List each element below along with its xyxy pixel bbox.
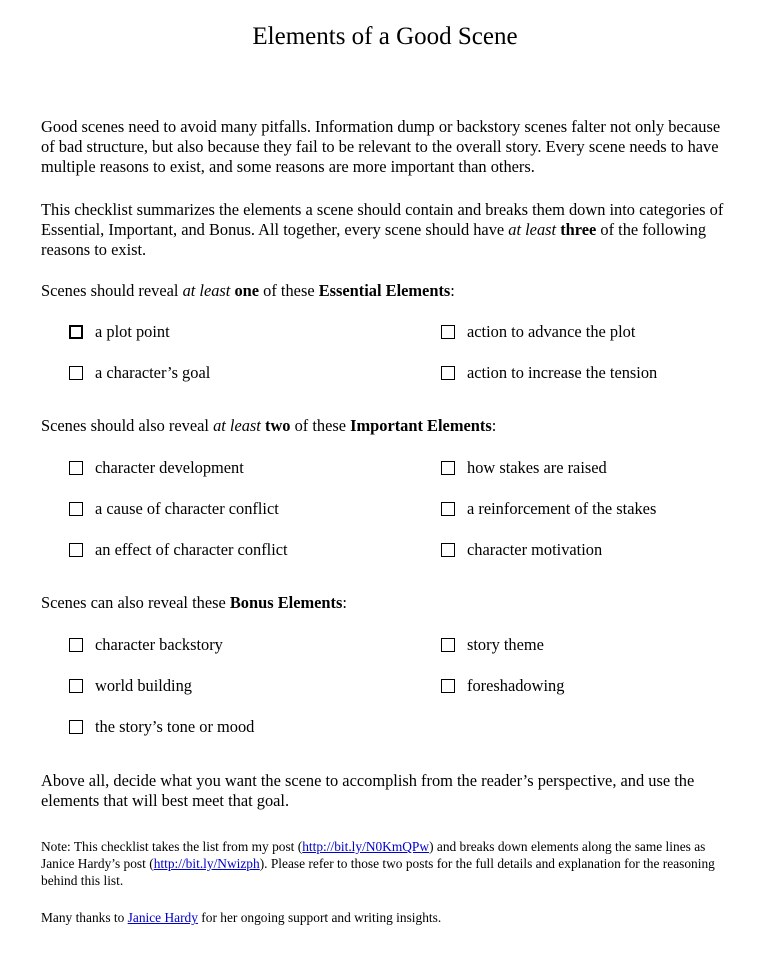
checkbox-icon[interactable] bbox=[69, 325, 83, 339]
essential-item-plot-point[interactable] bbox=[69, 322, 170, 342]
checklist-intro-count: three bbox=[560, 220, 597, 239]
janice-hardy-link[interactable]: Janice Hardy bbox=[127, 910, 198, 925]
important-heading bbox=[41, 416, 731, 436]
checkbox-label: an effect of character conflict bbox=[95, 540, 288, 559]
checkbox-label: a character’s goal bbox=[95, 363, 211, 382]
essential-heading-mid: of these bbox=[259, 281, 319, 300]
essential-item-character-goal[interactable] bbox=[69, 363, 210, 383]
bonus-heading-name: Bonus Elements bbox=[229, 593, 343, 612]
essential-heading-pre: Scenes should reveal bbox=[41, 281, 183, 300]
checkbox-icon[interactable] bbox=[69, 638, 83, 652]
bonus-item-foreshadowing[interactable] bbox=[441, 676, 564, 696]
essential-heading-emphasis: at least bbox=[182, 281, 231, 300]
intro-paragraph: Good scenes need to avoid many pitfalls. Information dump or backstory scenes falter not only because of bad structure, but also because they fail to be relevant to the overall story. Every scene needs to have multiple reasons to exist, and some reasons are more important than others. bbox=[41, 117, 721, 176]
closing-paragraph: Above all, decide what you want the scene to accomplish from the reader’s perspective, and use the elements that will best meet that goal. bbox=[41, 771, 695, 810]
checkbox-label: action to increase the tension bbox=[467, 363, 658, 382]
bonus-item-story-theme[interactable] bbox=[441, 635, 544, 655]
important-heading-mid: of these bbox=[290, 416, 351, 435]
checkbox-label: character development bbox=[95, 458, 244, 477]
thanks-text-pre: Many thanks to bbox=[41, 910, 128, 925]
essential-heading-name: Essential Elements bbox=[318, 281, 451, 300]
important-heading-emphasis: at least bbox=[213, 416, 261, 435]
thanks-text-post: for her ongoing support and writing insights. bbox=[197, 910, 442, 925]
checkbox-icon[interactable] bbox=[69, 461, 83, 475]
checkbox-icon[interactable] bbox=[441, 543, 455, 557]
checklist-intro-paragraph bbox=[41, 200, 731, 260]
checkbox-icon[interactable] bbox=[69, 720, 83, 734]
essential-heading-count: one bbox=[234, 281, 260, 300]
checkbox-icon[interactable] bbox=[441, 502, 455, 516]
checkbox-icon[interactable] bbox=[69, 543, 83, 557]
checkbox-label: story theme bbox=[467, 635, 544, 654]
important-item-cause-conflict[interactable] bbox=[69, 499, 279, 519]
checkbox-label: a cause of character conflict bbox=[95, 499, 279, 518]
important-item-reinforce-stakes[interactable] bbox=[441, 499, 656, 519]
note-link-post[interactable]: http://bit.ly/N0KmQPw bbox=[302, 839, 430, 854]
checkbox-label: a plot point bbox=[95, 322, 170, 341]
checkbox-label: a reinforcement of the stakes bbox=[467, 499, 657, 518]
checkbox-label: how stakes are raised bbox=[467, 458, 607, 477]
checkbox-icon[interactable] bbox=[441, 461, 455, 475]
bonus-item-backstory[interactable] bbox=[69, 635, 223, 655]
bonus-item-tone-mood[interactable] bbox=[69, 717, 254, 737]
checkbox-icon[interactable] bbox=[441, 638, 455, 652]
checkbox-icon[interactable] bbox=[441, 366, 455, 380]
important-heading-name: Important Elements bbox=[350, 416, 492, 435]
essential-heading bbox=[41, 281, 731, 301]
important-heading-count: two bbox=[264, 416, 291, 435]
bonus-item-world-building[interactable] bbox=[69, 676, 192, 696]
checkbox-label: world building bbox=[95, 676, 192, 695]
essential-heading-post: : bbox=[450, 281, 455, 300]
important-heading-pre: Scenes should also reveal bbox=[41, 416, 214, 435]
checklist-intro-emphasis: at least bbox=[508, 220, 557, 239]
checkbox-label: the story’s tone or mood bbox=[95, 717, 255, 736]
page-title: Elements of a Good Scene bbox=[252, 23, 518, 50]
checkbox-label: character motivation bbox=[467, 540, 603, 559]
note-paragraph bbox=[41, 838, 741, 889]
checkbox-label: action to advance the plot bbox=[467, 322, 636, 341]
checklist-intro-text-1: This checklist summarizes the elements a scene should contain and breaks them down into categories of Essential, Important, and Bonus. All together, every scene should have bbox=[41, 200, 724, 239]
important-item-character-development[interactable] bbox=[69, 458, 244, 478]
bonus-heading-post: : bbox=[342, 593, 347, 612]
checklist-intro-text-3: of the following reasons to exist. bbox=[41, 220, 707, 259]
important-item-character-motivation[interactable] bbox=[441, 540, 602, 560]
important-item-effect-conflict[interactable] bbox=[69, 540, 288, 560]
note-text-1: Note: This checklist takes the list from my post ( bbox=[41, 839, 303, 854]
checkbox-icon[interactable] bbox=[441, 325, 455, 339]
checkbox-icon[interactable] bbox=[69, 502, 83, 516]
bonus-heading bbox=[41, 593, 731, 613]
thanks-paragraph bbox=[41, 909, 741, 926]
important-item-stakes-raised[interactable] bbox=[441, 458, 607, 478]
note-text-2: ) and breaks down elements along the same lines as Janice Hardy’s post ( bbox=[41, 839, 706, 871]
note-link-janice-post[interactable]: http://bit.ly/Nwizph bbox=[153, 856, 260, 871]
checkbox-icon[interactable] bbox=[69, 679, 83, 693]
checkbox-icon[interactable] bbox=[441, 679, 455, 693]
checkbox-icon[interactable] bbox=[69, 366, 83, 380]
note-text-3: ). Please refer to those two posts for the full details and explanation for the reasoning behind this list. bbox=[41, 856, 715, 888]
bonus-heading-pre: Scenes can also reveal these bbox=[41, 593, 230, 612]
essential-item-increase-tension[interactable] bbox=[441, 363, 657, 383]
essential-item-advance-plot[interactable] bbox=[441, 322, 635, 342]
important-heading-post: : bbox=[491, 416, 497, 435]
checkbox-label: character backstory bbox=[95, 635, 223, 654]
checkbox-label: foreshadowing bbox=[467, 676, 565, 695]
